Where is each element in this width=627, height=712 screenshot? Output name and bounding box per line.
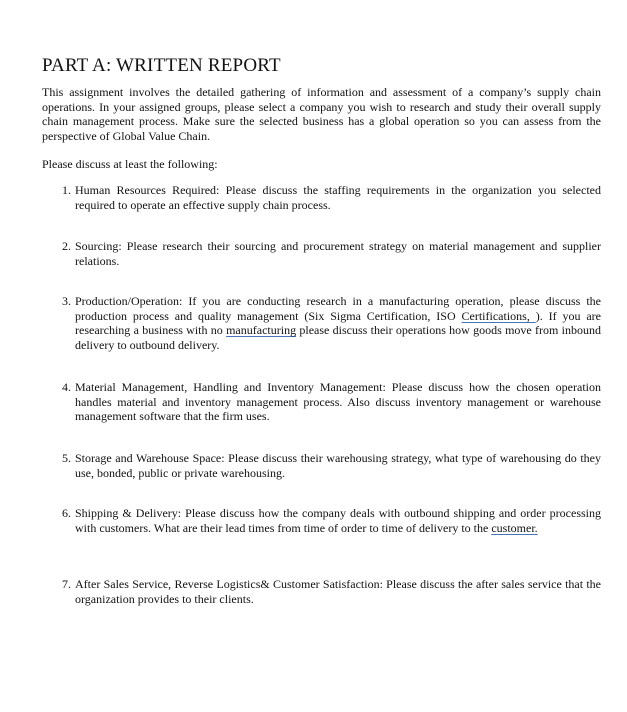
report-title: PART A: WRITTEN REPORT	[42, 55, 281, 76]
list-item-4	[62, 380, 601, 424]
item-text-part: please discuss their operations how goods move from inbound delivery to outbound delivery.	[75, 323, 601, 353]
list-item-7	[62, 577, 601, 606]
intro-paragraph: This assignment involves the detailed gathering of information and assessment of a company’s supply chain operations. In your assigned groups, please select a company you wish to research and study their overall supply chain management process. Make sure the selected business has a global operation so you can assess from the perspective of Global Value Chain.	[42, 85, 601, 144]
list-item-1	[62, 183, 601, 212]
list-item-5	[62, 451, 601, 480]
item-text: Sourcing: Please research their sourcing and procurement strategy on material management and supplier relations.	[75, 239, 601, 268]
item-number: 5.	[62, 451, 71, 465]
link-manufacturing[interactable]: manufacturing	[226, 323, 297, 338]
lead-sentence: Please discuss at least the following:	[42, 157, 218, 171]
list-item-6	[62, 506, 601, 535]
item-number: 1.	[62, 183, 71, 197]
list-item-2	[62, 239, 601, 268]
item-number: 6.	[62, 506, 71, 520]
item-text	[75, 294, 601, 353]
item-text-part: ). If you are researching a business with no	[75, 308, 601, 338]
item-text: Storage and Warehouse Space: Please discuss their warehousing strategy, what type of warehousing do they use, bonded, public or private warehousing.	[75, 451, 601, 480]
item-text: Human Resources Required: Please discuss the staffing requirements in the organization you selected required to operate an effective supply chain process.	[75, 183, 601, 212]
item-text: Material Management, Handling and Inventory Management: Please discuss how the chosen operation handles material and inventory management process. Also discuss inventory management or warehouse management software that the firm uses.	[75, 380, 601, 424]
link-customer[interactable]: customer.	[491, 520, 538, 535]
item-number: 2.	[62, 239, 71, 253]
item-text	[75, 506, 601, 535]
item-number: 3.	[62, 294, 71, 308]
item-text: After Sales Service, Reverse Logistics& Customer Satisfaction: Please discuss the after sales service that the organization provides to their clients.	[75, 577, 601, 606]
item-text-part: Shipping & Delivery: Please discuss how the company deals with outbound shipping and order processing with customers. What are their lead times from time of order to time of delivery to the	[75, 506, 601, 535]
item-number: 7.	[62, 577, 71, 591]
list-item-3	[62, 294, 601, 353]
item-text-part: Production/Operation: If you are conducting research in a manufacturing operation, please discuss the production process and quality management (Six Sigma Certification, ISO	[75, 294, 601, 323]
link-certifications[interactable]: Certifications,	[461, 308, 536, 323]
item-number: 4.	[62, 380, 71, 394]
